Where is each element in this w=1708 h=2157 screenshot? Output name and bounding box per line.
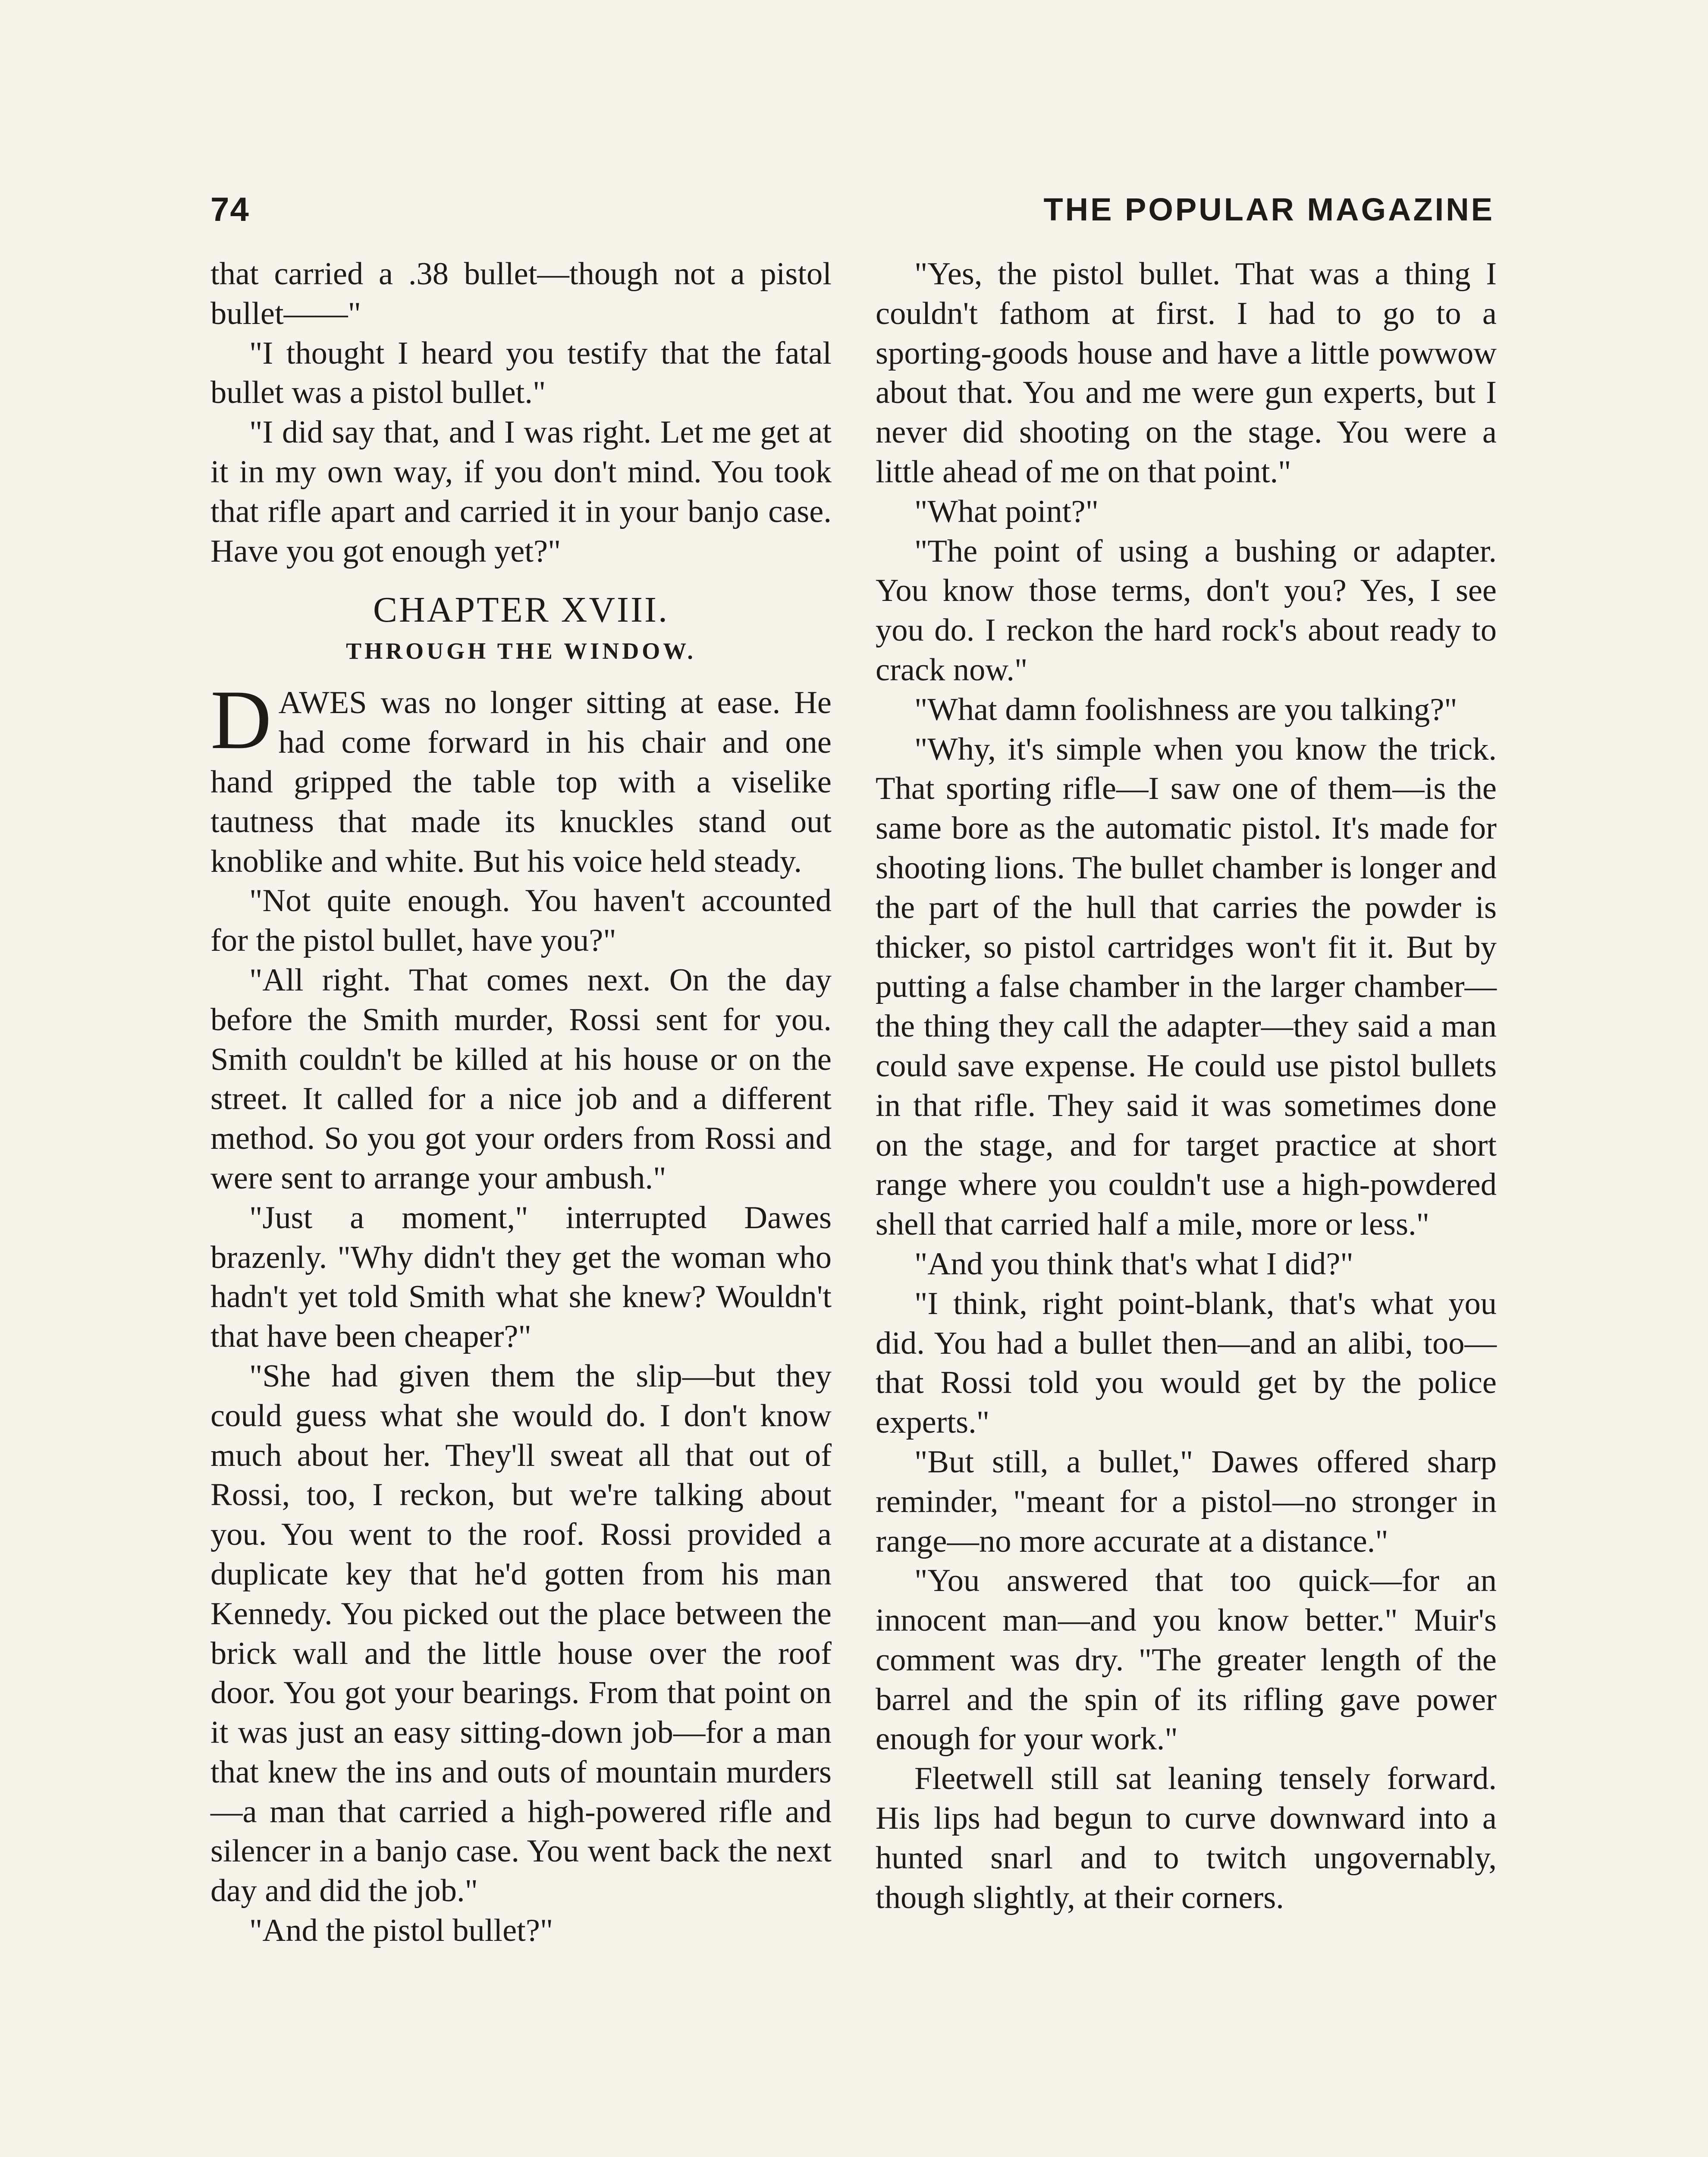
chapter-opening-paragraph — [210, 673, 832, 881]
left-column — [210, 255, 832, 1951]
paragraph: "I think, right point-blank, that's what you did. You had a bullet then—and an alibi, too—that Rossi told you would get by the police experts." — [876, 1286, 1497, 1440]
paragraph: "What damn foolishness are you talking?" — [914, 692, 1457, 727]
paragraph: "I thought I heard you testify that the fatal bullet was a pistol bullet." — [210, 335, 832, 411]
paragraph: "I did say that, and I was right. Let me get at it in my own way, if you don't mind. You took that rifle apart and carried it in your banjo case. Have you got enough yet?" — [210, 415, 832, 569]
chapter-subtitle: THROUGH THE WINDOW. — [346, 638, 696, 664]
chapter-heading: CHAPTER XVIII. — [373, 590, 669, 630]
paragraph: Fleetwell still sat leaning tensely forward. His lips had begun to curve downward into a hunted snarl and to twitch ungovernably, though slightly, at their corners. — [876, 1761, 1497, 1915]
paragraph: "You answered that too quick—for an innocent man—and you know better." Muir's comment was dry. "The greater length of the barrel and the spin of its rifling gave power enough for your work." — [876, 1563, 1497, 1757]
paragraph: "All right. That comes next. On the day before the Smith murder, Rossi sent for you. Smith couldn't be killed at his house or on the street. It called for a nice job and a different method. So you got your orders from Rossi and were sent to arrange your ambush." — [210, 962, 832, 1196]
paragraph: "And you think that's what I did?" — [914, 1246, 1353, 1282]
paragraph: "What point?" — [914, 494, 1099, 529]
paragraph: "Why, it's simple when you know the trick. That sporting rifle—I saw one of them—is the same bore as the automatic pistol. It's made for shooting lions. The bullet chamber is longer and the part of the hull that carries the powder is thicker, so pistol cartridges won't fit it. But by putting a false chamber in the larger chamber—the thing they call the adapter—they said a man could save expense. He could use pistol bullets in that rifle. They said it was sometimes done on the stage, and for target practice at short range where you couldn't use a high-powdered shell that carried half a mile, more or less." — [876, 731, 1497, 1242]
drop-cap: D — [210, 673, 272, 767]
paragraph: "Not quite enough. You haven't accounted for the pistol bullet, have you?" — [210, 883, 832, 959]
paragraph: "The point of using a bushing or adapter. You know those terms, don't you? Yes, I see you do. I reckon the hard rock's about ready to crack now." — [876, 533, 1497, 688]
magazine-title: THE POPULAR MAGAZINE — [1043, 191, 1494, 227]
page-header — [210, 186, 1494, 233]
paragraph: "But still, a bullet," Dawes offered sharp reminder, "meant for a pistol—no stronger in range—no more accurate at a distance." — [876, 1444, 1497, 1559]
paragraph-text: AWES was no longer sitting at ease. He had come forward in his chair and one hand gripped the table top with a viselike tautness that made its knuckles stand out knoblike and white. But his voice held steady. — [210, 685, 832, 879]
paragraph: "She had given them the slip—but they could guess what she would do. I don't know much about her. They'll sweat all that out of Rossi, too, I reckon, but we're talking about you. You went to the roof. Rossi provided a duplicate key that he'd gotten from his man Kennedy. You picked out the place between the brick wall and the little house over the roof door. You got your bearings. From that point on it was just an easy sitting-down job—for a man that knew the ins and outs of mountain murders—a man that carried a high-powered rifle and silencer in a banjo case. You went back the next day and did the job." — [210, 1358, 832, 1909]
page-number: 74 — [210, 190, 250, 228]
paragraph: that carried a .38 bullet—though not a pistol bullet——" — [210, 256, 832, 331]
right-column — [876, 255, 1497, 1918]
paragraph: "And the pistol bullet?" — [249, 1913, 553, 1949]
paragraph: "Just a moment," interrupted Dawes brazenly. "Why didn't they get the woman who hadn't yet told Smith what she knew? Wouldn't that have been cheaper?" — [210, 1200, 832, 1355]
paragraph: "Yes, the pistol bullet. That was a thing I couldn't fathom at first. I had to go to a sporting-goods house and have a little powwow about that. You and me were gun experts, but I never did shooting on the stage. You were a little ahead of me on that point." — [876, 256, 1497, 490]
